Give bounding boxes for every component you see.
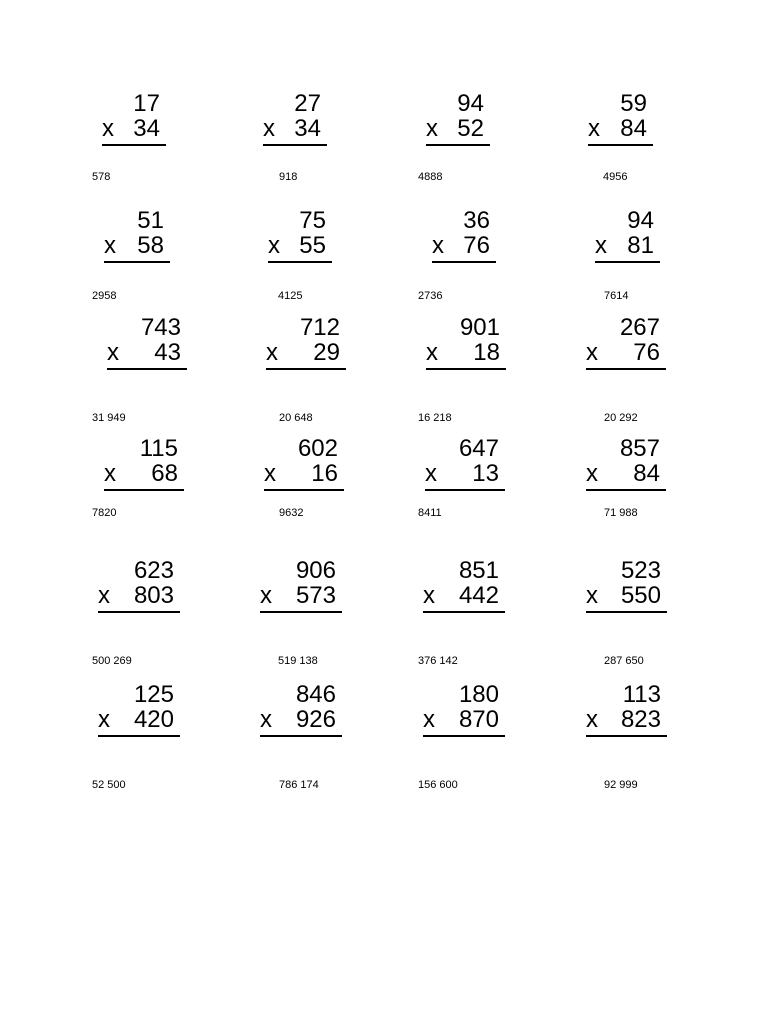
multiplicand: 113 — [622, 681, 661, 708]
multiplicand: 846 — [295, 681, 336, 708]
times-sign: x — [586, 460, 598, 487]
multiplicand: 602 — [297, 435, 338, 462]
multiplier: 34 — [133, 115, 160, 142]
multiplier: 84 — [633, 460, 660, 487]
product-answer: 8411 — [418, 507, 442, 519]
multiplicand: 851 — [458, 557, 499, 584]
multiplicand: 523 — [620, 557, 661, 584]
multiplication-problem — [588, 92, 653, 152]
times-sign: x — [107, 339, 119, 366]
times-sign: x — [98, 706, 110, 733]
multiplicand: 27 — [294, 90, 321, 117]
answer-rule — [107, 368, 187, 370]
multiplication-problem — [423, 683, 505, 743]
product-answer: 7614 — [604, 290, 629, 302]
product-answer: 156 600 — [418, 779, 458, 791]
multiplication-problem — [107, 316, 187, 376]
times-sign: x — [423, 582, 435, 609]
multiplicand: 623 — [133, 557, 174, 584]
times-sign: x — [260, 582, 272, 609]
answer-rule — [586, 489, 666, 491]
times-sign: x — [586, 706, 598, 733]
product-answer: 578 — [92, 171, 111, 183]
times-sign: x — [264, 460, 276, 487]
multiplier: 13 — [472, 460, 499, 487]
multiplication-problem — [98, 683, 180, 743]
multiplication-problem — [263, 92, 327, 152]
multiplication-problem — [586, 683, 667, 743]
multiplier: 76 — [463, 232, 490, 259]
product-answer: 4956 — [603, 171, 628, 183]
multiplication-problem — [432, 209, 496, 269]
multiplication-problem — [260, 559, 342, 619]
answer-rule — [104, 261, 170, 263]
multiplicand: 180 — [458, 681, 499, 708]
product-answer: 31 949 — [92, 412, 126, 424]
times-sign: x — [425, 460, 437, 487]
multiplication-problem — [260, 683, 342, 743]
times-sign: x — [102, 115, 114, 142]
product-answer: 9632 — [279, 507, 304, 519]
answer-rule — [102, 144, 166, 146]
multiplier: 926 — [295, 706, 336, 733]
answer-rule — [98, 735, 180, 737]
multiplicand: 743 — [140, 314, 181, 341]
multiplicand: 712 — [299, 314, 340, 341]
product-answer: 2958 — [92, 290, 117, 302]
product-answer: 20 292 — [604, 412, 638, 424]
times-sign: x — [588, 115, 600, 142]
multiplication-problem — [426, 92, 490, 152]
product-answer: 71 988 — [604, 507, 638, 519]
answer-rule — [263, 144, 327, 146]
product-answer: 4125 — [278, 290, 303, 302]
multiplicand: 906 — [295, 557, 336, 584]
multiplicand: 94 — [457, 90, 484, 117]
multiplier: 81 — [627, 232, 654, 259]
times-sign: x — [423, 706, 435, 733]
times-sign: x — [98, 582, 110, 609]
multiplier: 84 — [620, 115, 647, 142]
multiplier: 34 — [294, 115, 321, 142]
multiplier: 420 — [133, 706, 174, 733]
answer-rule — [588, 144, 653, 146]
multiplicand: 115 — [139, 435, 178, 462]
times-sign: x — [104, 460, 116, 487]
times-sign: x — [426, 115, 438, 142]
multiplicand: 51 — [137, 207, 164, 234]
answer-rule — [586, 611, 667, 613]
multiplication-problem — [264, 437, 344, 497]
answer-rule — [425, 489, 505, 491]
answer-rule — [423, 611, 505, 613]
times-sign: x — [266, 339, 278, 366]
multiplier: 68 — [151, 460, 178, 487]
multiplicand: 94 — [627, 207, 654, 234]
product-answer: 4888 — [418, 171, 443, 183]
answer-rule — [595, 261, 660, 263]
multiplicand: 75 — [299, 207, 326, 234]
product-answer: 786 174 — [279, 779, 319, 791]
multiplier: 58 — [137, 232, 164, 259]
multiplier: 442 — [458, 582, 499, 609]
multiplier: 803 — [133, 582, 174, 609]
answer-rule — [432, 261, 496, 263]
product-answer: 287 650 — [604, 655, 644, 667]
multiplier: 870 — [458, 706, 499, 733]
answer-rule — [426, 144, 490, 146]
multiplicand: 59 — [620, 90, 647, 117]
product-answer: 519 138 — [278, 655, 318, 667]
answer-rule — [98, 611, 180, 613]
multiplier: 76 — [633, 339, 660, 366]
multiplication-problem — [586, 559, 667, 619]
answer-rule — [423, 735, 505, 737]
multiplication-problem — [425, 437, 505, 497]
multiplication-problem — [423, 559, 505, 619]
product-answer: 500 269 — [92, 655, 132, 667]
times-sign: x — [586, 582, 598, 609]
multiplier: 29 — [313, 339, 340, 366]
times-sign: x — [426, 339, 438, 366]
answer-rule — [104, 489, 184, 491]
times-sign: x — [595, 232, 607, 259]
product-answer: 52 500 — [92, 779, 126, 791]
answer-rule — [426, 368, 506, 370]
answer-rule — [264, 489, 344, 491]
multiplication-problem — [268, 209, 332, 269]
multiplier: 52 — [457, 115, 484, 142]
answer-rule — [586, 735, 667, 737]
multiplier: 823 — [620, 706, 661, 733]
multiplier: 550 — [620, 582, 661, 609]
multiplication-problem — [102, 92, 166, 152]
product-answer: 2736 — [418, 290, 443, 302]
multiplicand: 647 — [458, 435, 499, 462]
multiplier: 43 — [154, 339, 181, 366]
multiplication-problem — [266, 316, 346, 376]
times-sign: x — [586, 339, 598, 366]
times-sign: x — [260, 706, 272, 733]
product-answer: 376 142 — [418, 655, 458, 667]
multiplicand: 857 — [619, 435, 660, 462]
multiplier: 18 — [473, 339, 500, 366]
multiplicand: 901 — [459, 314, 500, 341]
product-answer: 7820 — [92, 507, 117, 519]
product-answer: 16 218 — [418, 412, 452, 424]
multiplicand: 17 — [133, 90, 160, 117]
multiplicand: 267 — [619, 314, 660, 341]
product-answer: 20 648 — [279, 412, 313, 424]
multiplication-problem — [98, 559, 180, 619]
times-sign: x — [263, 115, 275, 142]
multiplier: 573 — [295, 582, 336, 609]
answer-rule — [260, 735, 342, 737]
multiplication-problem — [586, 316, 666, 376]
answer-rule — [268, 261, 332, 263]
answer-rule — [260, 611, 342, 613]
product-answer: 92 999 — [604, 779, 638, 791]
answer-rule — [266, 368, 346, 370]
multiplier: 55 — [299, 232, 326, 259]
product-answer: 918 — [279, 171, 298, 183]
answer-rule — [586, 368, 666, 370]
times-sign: x — [432, 232, 444, 259]
times-sign: x — [104, 232, 116, 259]
multiplication-problem — [586, 437, 666, 497]
multiplicand: 36 — [463, 207, 490, 234]
multiplication-problem — [426, 316, 506, 376]
multiplication-problem — [595, 209, 660, 269]
multiplication-problem — [104, 437, 184, 497]
multiplier: 16 — [311, 460, 338, 487]
multiplication-problem — [104, 209, 170, 269]
times-sign: x — [268, 232, 280, 259]
multiplicand: 125 — [133, 681, 174, 708]
